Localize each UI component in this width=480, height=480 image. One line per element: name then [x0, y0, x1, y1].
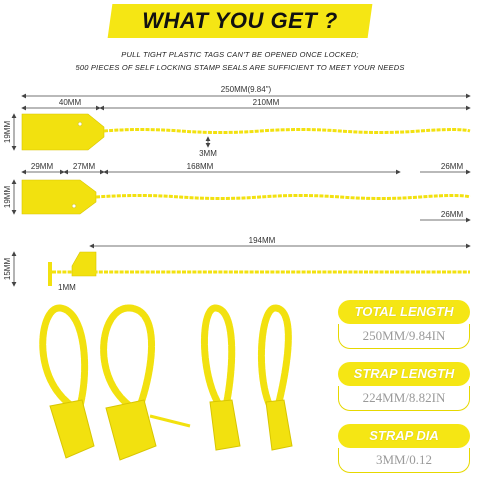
- strap-length-label: 210MM: [252, 98, 280, 107]
- strap-2: [96, 196, 470, 199]
- spec-value: 250MM/9.84IN: [338, 324, 470, 349]
- seal-tag-1: [22, 114, 104, 150]
- seg2-label: 27MM: [72, 162, 96, 171]
- seal-side-tag: [48, 262, 52, 286]
- side-length-label: 194MM: [248, 236, 276, 245]
- seal-tag-2: [22, 180, 96, 214]
- strap-dia-label: 3MM: [199, 149, 217, 158]
- seg4-label: 26MM: [440, 162, 464, 171]
- spec-value: 3MM/0.12: [338, 448, 470, 473]
- subtitle-line-2: 500 PIECES OF SELF LOCKING STAMP SEALS ARE SUFFICIENT TO MEET YOUR NEEDS: [75, 63, 405, 72]
- spec-value: 224MM/8.82IN: [338, 386, 470, 411]
- seg3-label: 168MM: [186, 162, 214, 171]
- subtitle-line-1: PULL TIGHT PLASTIC TAGS CAN'T BE OPENED ONCE LOCKED;: [121, 50, 359, 59]
- total-length-label: 250MM(9.84"): [220, 85, 272, 94]
- seal-hole-2: [72, 204, 76, 208]
- loop-3: [204, 308, 231, 406]
- spec-strap-dia: [338, 424, 470, 474]
- loop-tag-1: [50, 400, 94, 458]
- page-title: WHAT YOU GET ?: [142, 8, 338, 33]
- thickness-label: 1MM: [58, 283, 76, 292]
- seg5-label: 26MM: [440, 210, 464, 219]
- loop-tail: [150, 416, 190, 426]
- spec-label: TOTAL LENGTH: [354, 304, 454, 319]
- loop-1: [43, 308, 85, 406]
- seg1-label: 29MM: [30, 162, 54, 171]
- tag-height-label-3: 15MM: [3, 257, 12, 281]
- spec-strap-length: [338, 362, 470, 412]
- spec-total-length: [338, 300, 470, 350]
- seal-hole-1: [78, 122, 82, 126]
- tag-height-label-1: 19MM: [3, 120, 12, 144]
- tag-height-label-2: 19MM: [3, 185, 12, 209]
- loop-2: [104, 308, 152, 406]
- loop-4: [261, 308, 288, 406]
- spec-label: STRAP DIA: [369, 428, 439, 443]
- tag-length-label: 40MM: [58, 98, 82, 107]
- loop-tag-2: [106, 400, 156, 460]
- looped-seals: [20, 296, 330, 480]
- spec-label: STRAP LENGTH: [353, 366, 455, 381]
- loop-tag-4: [266, 400, 292, 450]
- loop-tag-3: [210, 400, 240, 450]
- strap-1: [104, 130, 470, 133]
